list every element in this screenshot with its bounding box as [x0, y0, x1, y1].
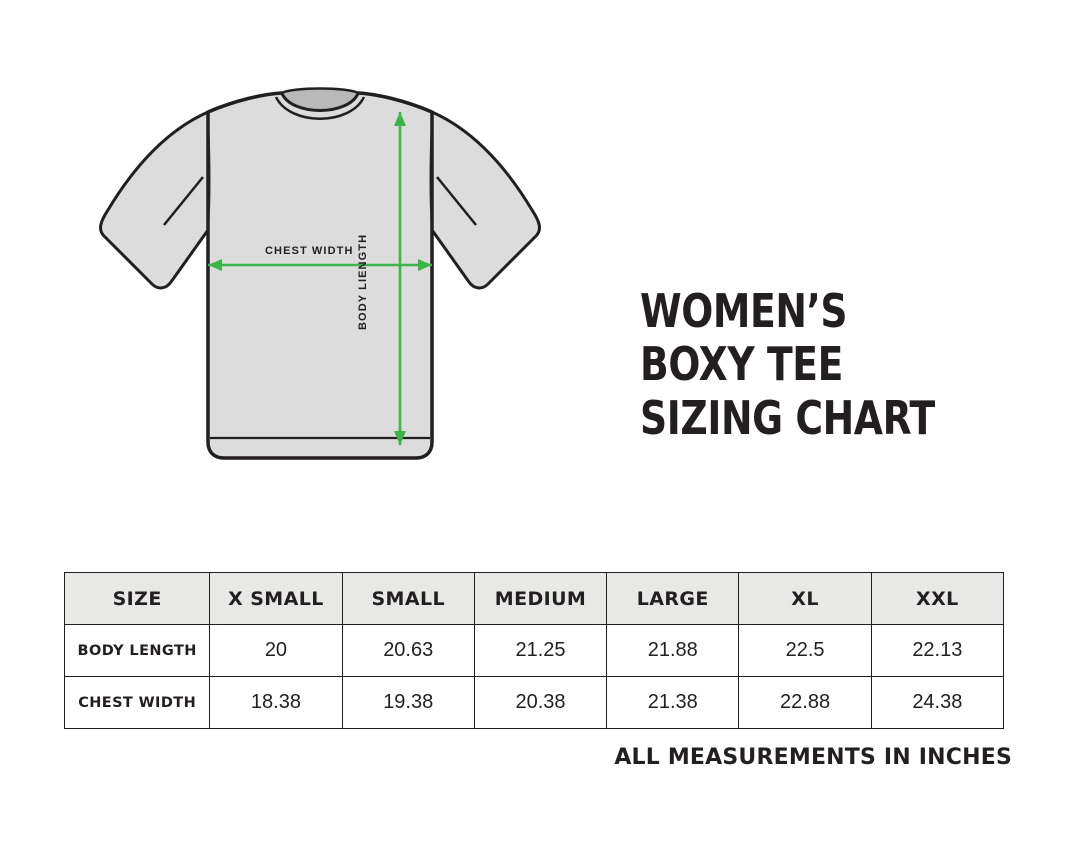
title-line-3: SIZING CHART	[640, 390, 935, 445]
chest-width-xl: 22.88	[739, 677, 871, 729]
body-length-large: 21.88	[607, 625, 739, 677]
left-sleeve	[101, 112, 208, 288]
body-length-x-small: 20	[210, 625, 342, 677]
title-line-1: WOMEN’S	[640, 284, 848, 338]
body-length-small: 20.63	[342, 625, 474, 677]
table-header-small: SMALL	[342, 573, 474, 625]
body-length-medium: 21.25	[474, 625, 606, 677]
body-length-dimension-label: BODY LIENGTH	[357, 233, 369, 330]
chest-width-x-small: 18.38	[210, 677, 342, 729]
sizing-table	[64, 572, 1004, 729]
table-header-x-small: X SMALL	[210, 573, 342, 625]
row-label-chest-width: CHEST WIDTH	[65, 677, 210, 729]
row-label-body-length: BODY LENGTH	[65, 625, 210, 677]
table-header-large: LARGE	[607, 573, 739, 625]
table-row	[65, 625, 1004, 677]
table-header-xxl: XXL	[871, 573, 1003, 625]
chest-width-large: 21.38	[607, 677, 739, 729]
chest-width-small: 19.38	[342, 677, 474, 729]
table-body	[65, 625, 1004, 729]
table-header-size: SIZE	[65, 573, 210, 625]
body-length-xxl: 22.13	[871, 625, 1003, 677]
table-row	[65, 677, 1004, 729]
right-sleeve	[432, 112, 539, 288]
table-header-row	[65, 573, 1004, 625]
body-length-xl: 22.5	[739, 625, 871, 677]
chest-width-dimension-label: CHEST WIDTH	[265, 245, 354, 257]
shirt-body	[208, 93, 432, 458]
title-line-2: BOXY TEE	[640, 337, 843, 392]
table-header	[65, 573, 1004, 625]
measurement-units-note: ALL MEASUREMENTS IN INCHES	[614, 745, 1012, 770]
tshirt-drawing	[60, 70, 580, 490]
chest-width-xxl: 24.38	[871, 677, 1003, 729]
table-header-medium: MEDIUM	[474, 573, 606, 625]
chest-width-medium: 20.38	[474, 677, 606, 729]
table-header-xl: XL	[739, 573, 871, 625]
page-title	[640, 285, 1040, 445]
tshirt-illustration	[60, 70, 580, 490]
